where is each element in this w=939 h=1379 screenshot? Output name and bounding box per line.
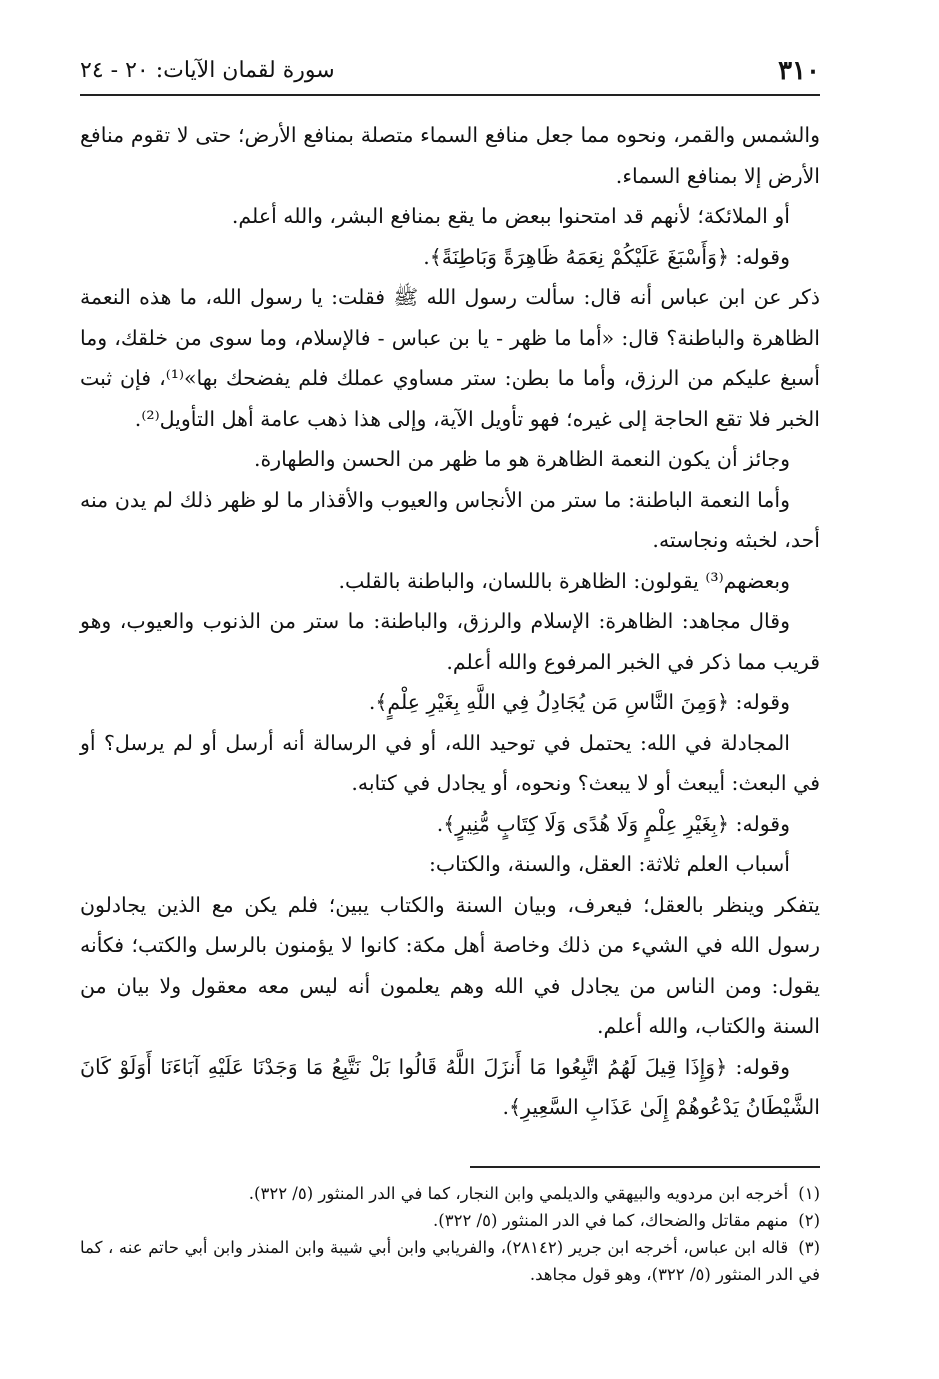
paragraph: المجادلة في الله: يحتمل في توحيد الله، أو في الرسالة أنه أرسل أو لم يرسل؟ أو في البعث: أيبعث أو لا يبعث؟ ونحوه، أو يجادل في كتابه. (80, 730, 820, 795)
footnote-number: (٣) (798, 1238, 820, 1257)
quran-verse-line: وقوله: ﴿بِغَيْرِ عِلْمٍ وَلَا هُدًى وَلَا كِتَابٍ مُّنِيرٍ﴾. (436, 811, 790, 836)
page-number: ٣١٠ (778, 56, 820, 86)
paragraph: والشمس والقمر، ونحوه مما جعل منافع السماء متصلة بمنافع الأرض؛ حتى لا تقوم منافع الأرض إلا بمنافع السماء. (80, 123, 820, 188)
footnotes (80, 1180, 820, 1288)
footnote-text: منهم مقاتل والضحاك، كما في الدر المنثور (٥/ ٣٢٢). (433, 1211, 789, 1230)
footnote-number: (٢) (798, 1211, 820, 1230)
paragraph: أسباب العلم ثلاثة: العقل، والسنة، والكتاب: (428, 852, 790, 876)
paragraph: وأما النعمة الباطنة: ما ستر من الأنجاس والعيوب والأقذار ما لو ظهر ذلك لم يدن منه أحد، لخبثه ونجاسته. (80, 487, 820, 552)
paragraph: وبعضهم⁽³⁾ يقولون: الظاهرة باللسان، والباطنة بالقلب. (338, 568, 790, 593)
footnote (80, 1180, 820, 1207)
paragraph: أو الملائكة؛ لأنهم قد امتحنوا ببعض ما يقع بمنافع البشر، والله أعلم. (231, 204, 790, 228)
footnote-text: قاله ابن عباس، أخرجه ابن جرير (٢٨١٤٢)، والفريابي وابن أبي شيبة وابن المنذر وابن أبي حاتم عنه ، كما في الدر المنثور (٥/ ٣٢٢)، وهو قول مجاهد. (80, 1238, 820, 1284)
paragraph: وقال مجاهد: الظاهرة: الإسلام والرزق، والباطنة: ما ستر من الذنوب والعيوب، وهو قريب مما ذكر في الخبر المرفوع والله أعلم. (80, 609, 820, 674)
running-title: سورة لقمان الآيات: ٢٠ - ٢٤ (80, 58, 335, 83)
footnote-number: (١) (798, 1184, 820, 1203)
paragraph: يتفكر وينظر بالعقل؛ فيعرف، وبيان السنة والكتاب يبين؛ فلم يكن مع الذين يجادلون رسول الله في الشيء من ذلك وخاصة أهل مكة: كانوا لا يؤمنون بالرسل والكتب؛ فكأنه يقول: ومن الناس من يجادل في الله وهم يعلمون أنه ليس معه معقول ولا بيان من السنة والكتاب، والله أعلم. (80, 892, 820, 1038)
main-text (80, 115, 820, 1128)
footnote-separator (470, 1166, 820, 1168)
footnote (80, 1234, 820, 1288)
paragraph: ذكر عن ابن عباس أنه قال: سألت رسول الله ﷺ فقلت: يا رسول الله، ما هذه النعمة الظاهرة والباطنة؟ قال: «أما ما ظهر - يا بن عباس - فالإسلام، وما سوى من خلقك، وما أسبغ عليكم من الرزق، وأما ما بطن: ستر مساوي عملك فلم يفضحك بها»⁽¹⁾، فإن ثبت الخبر فلا تقع الحاجة إلى غيره؛ فهو تأويل الآية، وإلى هذا ذهب عامة أهل التأويل⁽²⁾. (80, 285, 820, 431)
page-header (80, 50, 820, 96)
footnote (80, 1207, 820, 1234)
quran-verse-line: وقوله: ﴿وَمِنَ النَّاسِ مَن يُجَادِلُ فِي اللَّهِ بِغَيْرِ عِلْمٍ﴾. (368, 690, 790, 714)
footnote-text: أخرجه ابن مردويه والبيهقي والديلمي وابن النجار، كما في الدر المنثور (٥/ ٣٢٢). (248, 1184, 789, 1203)
quran-verse-line: وقوله: ﴿وَإِذَا قِيلَ لَهُمُ اتَّبِعُوا مَا أَنزَلَ اللَّهُ قَالُوا بَلْ نَتَّبِعُ مَا وَجَدْنَا عَلَيْهِ آبَاءَنَا أَوَلَوْ كَانَ الشَّيْطَانُ يَدْعُوهُمْ إِلَىٰ عَذَابِ السَّعِيرِ﴾. (80, 1054, 820, 1119)
paragraph: وجائز أن يكون النعمة الظاهرة هو ما ظهر من الحسن والطهارة. (253, 447, 790, 471)
quran-verse-line: وقوله: ﴿وَأَسْبَغَ عَلَيْكُمْ نِعَمَهُ ظَاهِرَةً وَبَاطِنَةً﴾. (423, 244, 790, 269)
